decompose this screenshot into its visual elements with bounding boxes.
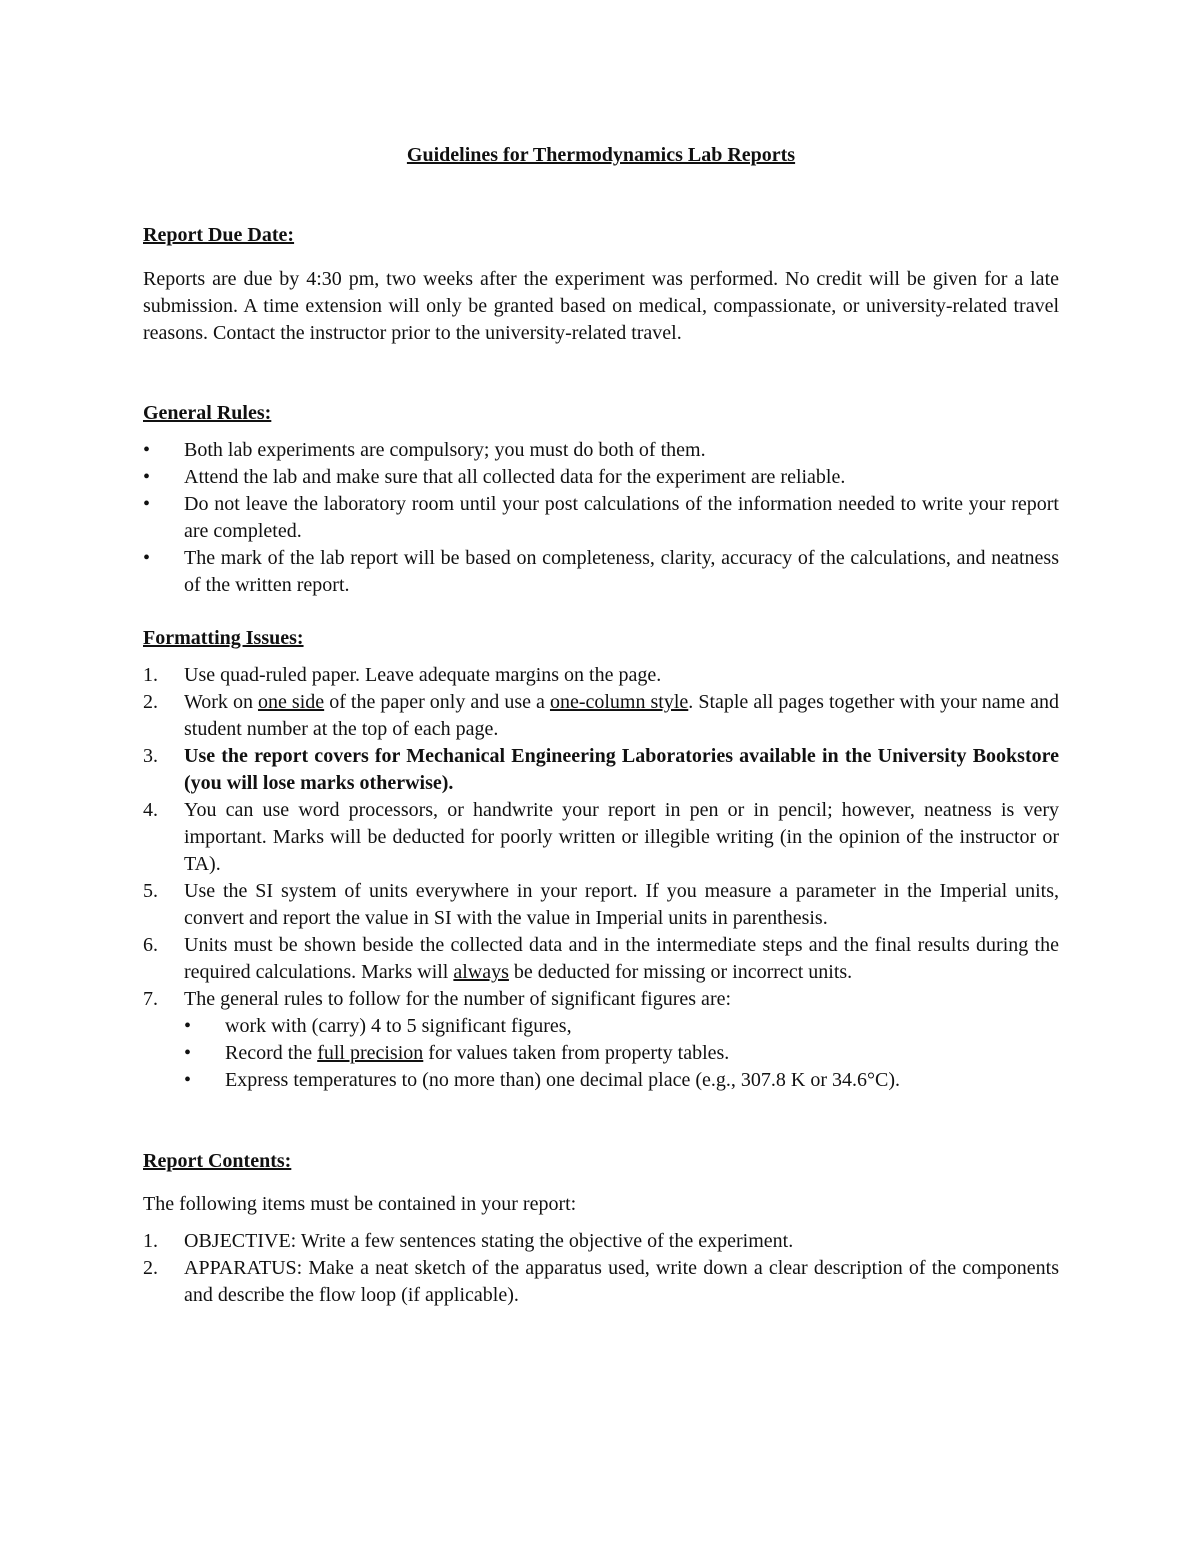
bullet-icon: • — [184, 1069, 192, 1091]
list-number: 5. — [143, 880, 158, 902]
text-run: Units must be shown beside the collected data and in the intermediate steps and the final results during the required calculations. Marks will — [184, 934, 1059, 983]
underlined-text: one side — [258, 691, 325, 713]
underlined-text: full precision — [317, 1042, 424, 1064]
formatting-heading: Formatting Issues: — [143, 627, 304, 649]
list-number: 4. — [143, 799, 158, 821]
list-number: 2. — [143, 1257, 158, 1279]
text-run: . Staple all pages together with your name and student number at the top of each page. — [184, 691, 1060, 740]
list-item — [143, 932, 1059, 986]
bullet-icon: • — [143, 493, 151, 515]
list-item-text: Use quad-ruled paper. Leave adequate margins on the page. — [184, 664, 662, 686]
list-item-text — [184, 934, 1059, 983]
list-number: 1. — [143, 1230, 158, 1252]
bullet-icon: • — [184, 1015, 192, 1037]
report-contents-list — [143, 1228, 1059, 1309]
list-item — [143, 689, 1059, 743]
list-item-text: The general rules to follow for the number of significant figures are: — [184, 988, 732, 1010]
sub-list-item — [184, 1013, 1059, 1040]
sub-list-item — [184, 1067, 1059, 1094]
list-item — [143, 878, 1059, 932]
text-run: Work on — [184, 691, 259, 713]
underlined-text: always — [453, 961, 509, 983]
bullet-icon: • — [143, 466, 151, 488]
text-run: Record the — [225, 1042, 318, 1064]
list-item-text: Both lab experiments are compulsory; you must do both of them. — [184, 439, 706, 461]
bullet-icon: • — [143, 547, 151, 569]
text-run: be deducted for missing or incorrect units. — [508, 961, 853, 983]
list-item-text: Do not leave the laboratory room until your post calculations of the information needed to write your report are completed. — [184, 493, 1059, 542]
list-item-text: The mark of the lab report will be based on completeness, clarity, accuracy of the calculations, and neatness of the written report. — [184, 547, 1059, 596]
list-item — [143, 797, 1059, 878]
underlined-text: one-column style — [549, 691, 689, 713]
due-date-heading: Report Due Date: — [143, 224, 295, 246]
list-item-text: Attend the lab and make sure that all collected data for the experiment are reliable. — [184, 466, 846, 488]
significant-figures-list — [184, 1013, 1059, 1094]
list-number: 6. — [143, 934, 158, 956]
general-rules-list — [143, 437, 1059, 599]
list-item — [143, 437, 1059, 464]
bullet-icon: • — [143, 439, 151, 461]
bullet-icon: • — [184, 1042, 192, 1064]
list-item-text: Express temperatures to (no more than) one decimal place (e.g., 307.8 K or 34.6°C). — [225, 1069, 901, 1091]
list-item-text — [184, 691, 1059, 740]
text-run: of the paper only and use a — [324, 691, 550, 713]
list-item-text: OBJECTIVE: Write a few sentences stating the objective of the experiment. — [184, 1230, 794, 1252]
sub-list-item — [184, 1040, 1059, 1067]
report-contents-intro: The following items must be contained in your report: — [143, 1193, 577, 1215]
list-item — [143, 464, 1059, 491]
document-title: Guidelines for Thermodynamics Lab Reports — [406, 144, 796, 166]
list-item — [143, 491, 1059, 545]
list-item — [143, 662, 1059, 689]
list-number: 2. — [143, 691, 158, 713]
due-date-paragraph: Reports are due by 4:30 pm, two weeks after the experiment was performed. No credit will be given for a late submission. A time extension will only be granted based on medical, compassionate, or university-related travel reasons. Contact the instructor prior to the university-related travel. — [143, 268, 1059, 344]
list-item-text: work with (carry) 4 to 5 significant figures, — [225, 1015, 572, 1037]
list-item-text — [225, 1042, 729, 1064]
list-item-text: Use the SI system of units everywhere in your report. If you measure a parameter in the Imperial units, convert and report the value in SI with the value in Imperial units in parenthesis. — [184, 880, 1059, 929]
general-rules-heading: General Rules: — [143, 402, 272, 424]
list-number: 7. — [143, 988, 158, 1010]
list-number: 3. — [143, 745, 158, 767]
text-run: for values taken from property tables. — [423, 1042, 730, 1064]
report-contents-heading: Report Contents: — [143, 1150, 292, 1172]
list-item-text: Use the report covers for Mechanical Engineering Laboratories available in the University Bookstore (you will lose marks otherwise). — [184, 745, 1059, 794]
list-item — [143, 743, 1059, 797]
list-item — [143, 1228, 1059, 1255]
list-item — [143, 545, 1059, 599]
list-item — [143, 1255, 1059, 1309]
list-item-text: You can use word processors, or handwrite your report in pen or in pencil; however, neatness is very important. Marks will be deducted for poorly written or illegible writing (in the opinion of the instructor or TA). — [184, 799, 1059, 875]
document-page — [143, 142, 1059, 1309]
list-item — [143, 986, 1059, 1094]
list-item-text: APPARATUS: Make a neat sketch of the apparatus used, write down a clear description of the components and describe the flow loop (if applicable). — [184, 1257, 1059, 1306]
list-number: 1. — [143, 664, 158, 686]
formatting-list — [143, 662, 1059, 1094]
